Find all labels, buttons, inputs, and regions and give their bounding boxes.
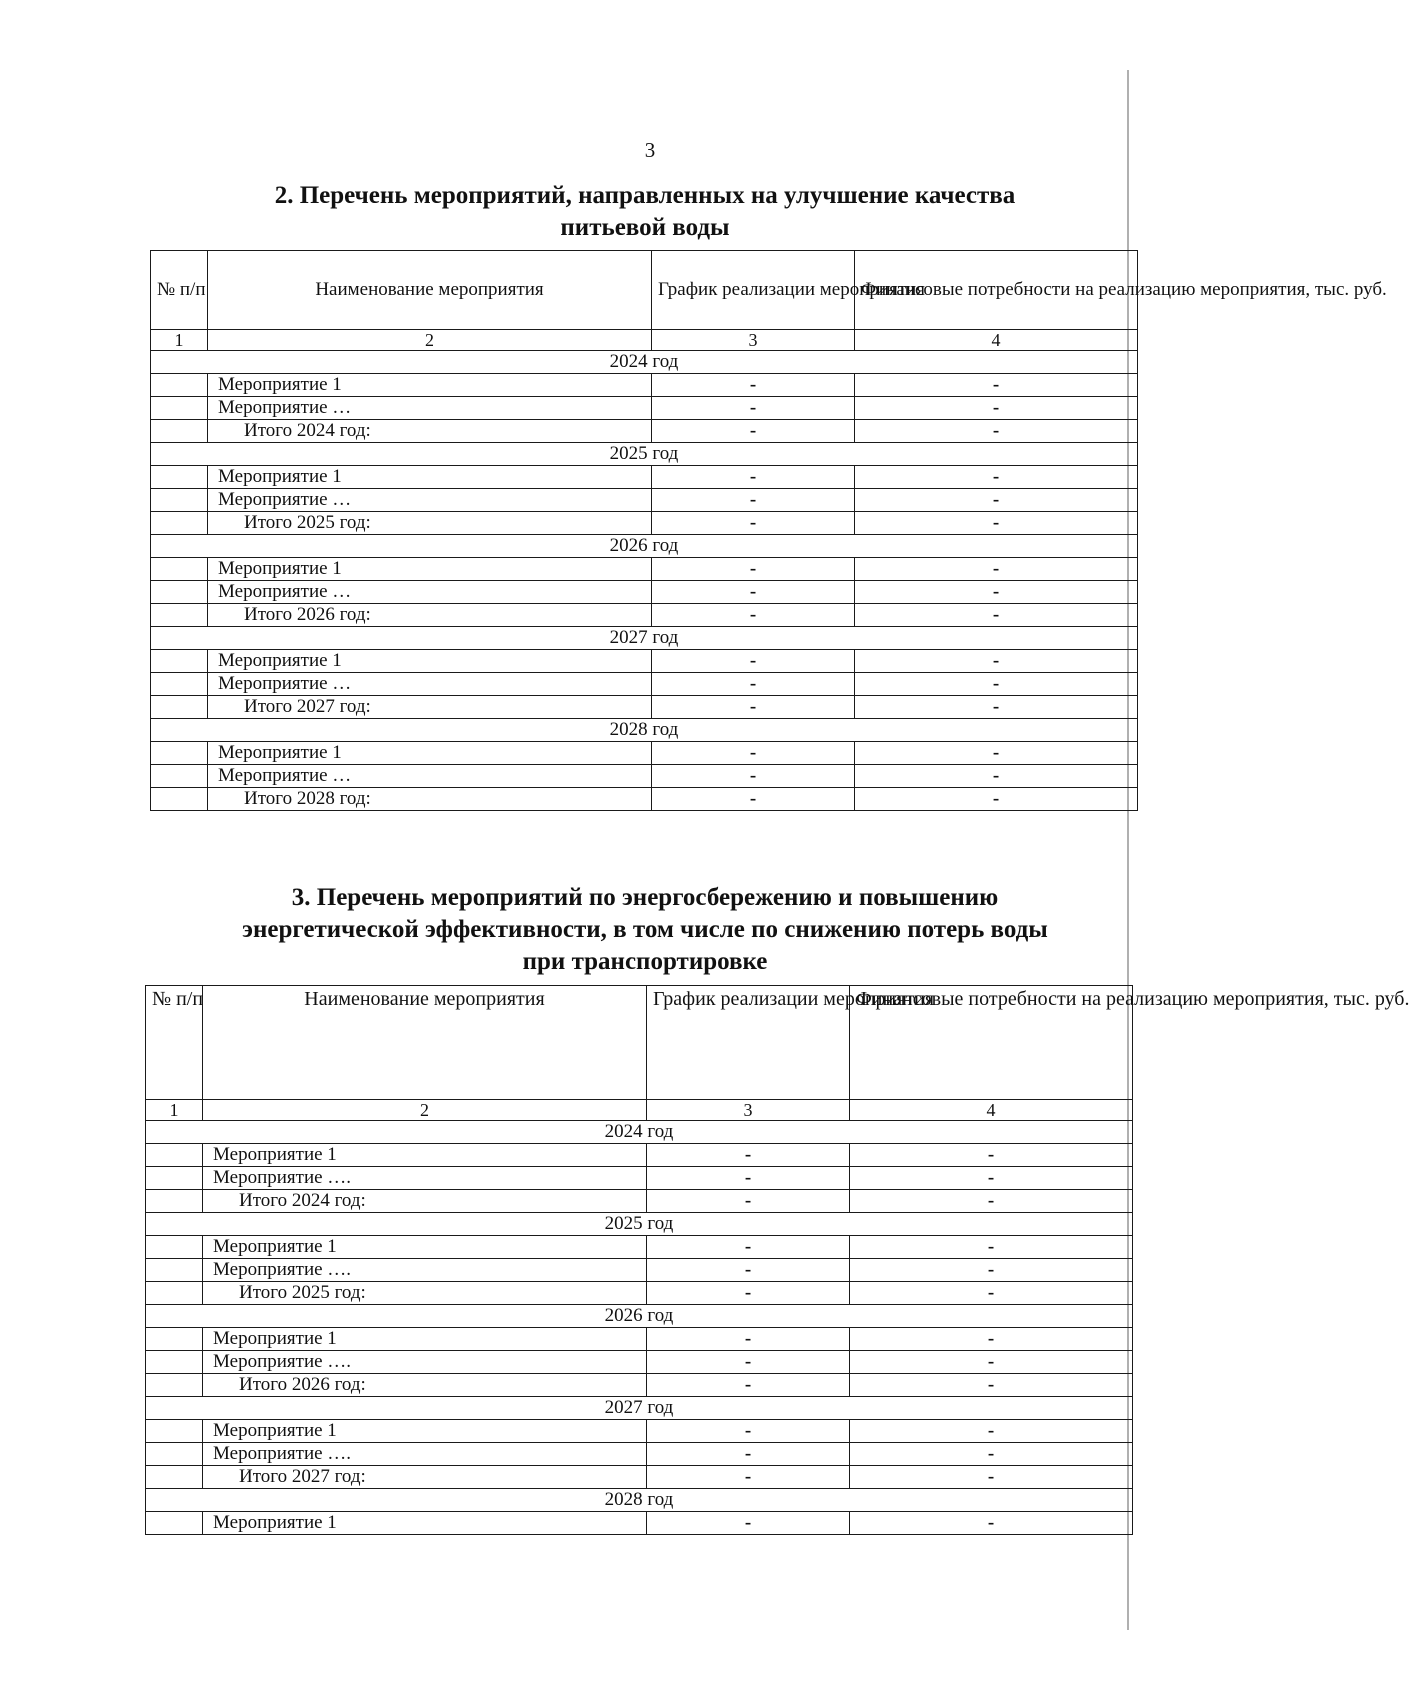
finance-cell: - <box>850 1167 1133 1190</box>
num-cell <box>151 420 208 443</box>
finance-cell: - <box>855 397 1138 420</box>
measure-name: Мероприятие … <box>208 489 652 512</box>
section-3-title-line: при транспортировке <box>522 948 768 975</box>
schedule-cell: - <box>647 1282 850 1305</box>
section-2-title-line: питьевой воды <box>560 214 730 241</box>
section-3-body <box>146 1121 1133 1535</box>
section-2-title <box>150 180 1140 244</box>
year-row <box>146 1305 1133 1328</box>
schedule-cell: - <box>652 673 855 696</box>
schedule-cell: - <box>652 420 855 443</box>
num-cell <box>146 1282 203 1305</box>
table-row <box>146 1167 1133 1190</box>
header-schedule: График реализации мероприятия <box>647 986 850 1100</box>
section-3-title <box>150 882 1140 978</box>
year-row <box>146 1489 1133 1512</box>
table-row <box>146 1351 1133 1374</box>
column-number: 4 <box>855 330 1138 351</box>
num-cell <box>151 397 208 420</box>
column-number: 2 <box>203 1100 647 1121</box>
header-name: Наименование мероприятия <box>208 251 652 330</box>
finance-cell: - <box>855 374 1138 397</box>
table-row <box>151 397 1138 420</box>
finance-cell: - <box>850 1466 1133 1489</box>
total-row <box>151 604 1138 627</box>
total-row <box>146 1466 1133 1489</box>
table-row <box>151 650 1138 673</box>
section-2-table <box>150 250 1387 811</box>
schedule-cell: - <box>652 765 855 788</box>
column-number: 1 <box>151 330 208 351</box>
measure-name: Мероприятие …. <box>203 1351 647 1374</box>
schedule-cell: - <box>652 466 855 489</box>
finance-cell: - <box>850 1282 1133 1305</box>
year-row <box>146 1121 1133 1144</box>
measure-name: Мероприятие 1 <box>203 1144 647 1167</box>
num-cell <box>151 788 208 811</box>
measure-name: Мероприятие 1 <box>208 558 652 581</box>
measure-name: Мероприятие …. <box>203 1443 647 1466</box>
num-cell <box>146 1259 203 1282</box>
finance-cell: - <box>850 1351 1133 1374</box>
year-row <box>151 351 1138 374</box>
measure-name: Мероприятие 1 <box>203 1420 647 1443</box>
column-number-row <box>151 330 1138 351</box>
table-row <box>146 1443 1133 1466</box>
finance-cell: - <box>850 1259 1133 1282</box>
year-row <box>151 535 1138 558</box>
measure-name: Итого 2026 год: <box>203 1374 647 1397</box>
measure-name: Мероприятие 1 <box>208 650 652 673</box>
year-label: 2024 год <box>146 1121 1133 1144</box>
header-num: № п/п <box>146 986 203 1100</box>
num-cell <box>146 1144 203 1167</box>
total-row <box>151 420 1138 443</box>
schedule-cell: - <box>647 1351 850 1374</box>
table-row <box>146 1236 1133 1259</box>
measure-name: Итого 2025 год: <box>208 512 652 535</box>
table-row <box>151 466 1138 489</box>
total-row <box>146 1190 1133 1213</box>
num-cell <box>151 742 208 765</box>
num-cell <box>151 696 208 719</box>
measure-name: Итого 2026 год: <box>208 604 652 627</box>
table-header-row <box>146 986 1133 1100</box>
year-label: 2026 год <box>146 1305 1133 1328</box>
measure-name: Мероприятие 1 <box>208 466 652 489</box>
schedule-cell: - <box>647 1512 850 1535</box>
num-cell <box>151 650 208 673</box>
finance-cell: - <box>855 466 1138 489</box>
finance-cell: - <box>850 1443 1133 1466</box>
num-cell <box>151 466 208 489</box>
section-3-title-line: энергетической эффективности, в том числе по снижению потерь воды <box>242 916 1048 943</box>
num-cell <box>146 1443 203 1466</box>
year-label: 2026 год <box>151 535 1138 558</box>
total-row <box>151 696 1138 719</box>
total-row <box>146 1374 1133 1397</box>
finance-cell: - <box>855 581 1138 604</box>
schedule-cell: - <box>647 1167 850 1190</box>
num-cell <box>151 581 208 604</box>
measure-name: Мероприятие 1 <box>203 1328 647 1351</box>
schedule-cell: - <box>652 788 855 811</box>
finance-cell: - <box>850 1512 1133 1535</box>
year-label: 2025 год <box>146 1213 1133 1236</box>
finance-cell: - <box>855 420 1138 443</box>
section-2-body <box>151 351 1138 811</box>
section-3-title-line: 3. Перечень мероприятий по энергосбережению и повышению <box>291 884 999 911</box>
measure-name: Итого 2025 год: <box>203 1282 647 1305</box>
table-row <box>151 581 1138 604</box>
schedule-cell: - <box>652 512 855 535</box>
table-row <box>151 765 1138 788</box>
column-number: 3 <box>647 1100 850 1121</box>
num-cell <box>146 1236 203 1259</box>
table-row <box>151 558 1138 581</box>
finance-cell: - <box>855 650 1138 673</box>
schedule-cell: - <box>652 696 855 719</box>
num-cell <box>151 558 208 581</box>
measure-name: Итого 2024 год: <box>203 1190 647 1213</box>
num-cell <box>146 1466 203 1489</box>
finance-cell: - <box>855 696 1138 719</box>
num-cell <box>151 673 208 696</box>
year-label: 2025 год <box>151 443 1138 466</box>
year-label: 2028 год <box>146 1489 1133 1512</box>
num-cell <box>146 1167 203 1190</box>
schedule-cell: - <box>647 1259 850 1282</box>
num-cell <box>151 512 208 535</box>
measure-name: Мероприятие 1 <box>208 374 652 397</box>
num-cell <box>151 765 208 788</box>
finance-cell: - <box>850 1236 1133 1259</box>
measure-name: Мероприятие … <box>208 397 652 420</box>
column-number: 4 <box>850 1100 1133 1121</box>
finance-cell: - <box>855 765 1138 788</box>
measure-name: Итого 2027 год: <box>208 696 652 719</box>
finance-cell: - <box>850 1190 1133 1213</box>
schedule-cell: - <box>652 489 855 512</box>
finance-cell: - <box>850 1328 1133 1351</box>
num-cell <box>146 1374 203 1397</box>
table-row <box>146 1259 1133 1282</box>
measure-name: Мероприятие … <box>208 765 652 788</box>
schedule-cell: - <box>647 1374 850 1397</box>
schedule-cell: - <box>647 1420 850 1443</box>
total-row <box>151 512 1138 535</box>
measure-name: Итого 2027 год: <box>203 1466 647 1489</box>
num-cell <box>151 374 208 397</box>
page-number: 3 <box>644 138 656 162</box>
schedule-cell: - <box>647 1144 850 1167</box>
section-2-title-line: 2. Перечень мероприятий, направленных на улучшение качества <box>274 182 1016 209</box>
header-name: Наименование мероприятия <box>203 986 647 1100</box>
year-row <box>151 443 1138 466</box>
header-finance: Финансовые потребности на реализацию мероприятия, тыс. руб. <box>850 986 1133 1100</box>
finance-cell: - <box>850 1144 1133 1167</box>
finance-cell: - <box>855 788 1138 811</box>
measure-name: Мероприятие …. <box>203 1259 647 1282</box>
schedule-cell: - <box>647 1236 850 1259</box>
num-cell <box>151 604 208 627</box>
finance-cell: - <box>855 489 1138 512</box>
year-row <box>151 719 1138 742</box>
finance-cell: - <box>855 558 1138 581</box>
table-row <box>151 374 1138 397</box>
year-label: 2028 год <box>151 719 1138 742</box>
schedule-cell: - <box>647 1466 850 1489</box>
finance-cell: - <box>850 1374 1133 1397</box>
table-row <box>146 1512 1133 1535</box>
column-number-row <box>146 1100 1133 1121</box>
table-row <box>146 1144 1133 1167</box>
table-header-row <box>151 251 1138 330</box>
year-label: 2027 год <box>151 627 1138 650</box>
section-3-table <box>145 985 1409 1535</box>
schedule-cell: - <box>652 742 855 765</box>
finance-cell: - <box>850 1420 1133 1443</box>
schedule-cell: - <box>647 1190 850 1213</box>
finance-cell: - <box>855 512 1138 535</box>
column-number: 3 <box>652 330 855 351</box>
total-row <box>151 788 1138 811</box>
year-label: 2027 год <box>146 1397 1133 1420</box>
finance-cell: - <box>855 742 1138 765</box>
measure-name: Мероприятие 1 <box>208 742 652 765</box>
measure-name: Итого 2028 год: <box>208 788 652 811</box>
table-row <box>151 742 1138 765</box>
year-row <box>151 627 1138 650</box>
year-label: 2024 год <box>151 351 1138 374</box>
schedule-cell: - <box>652 558 855 581</box>
header-schedule: График реализации мероприятия <box>652 251 855 330</box>
table-row <box>146 1328 1133 1351</box>
schedule-cell: - <box>652 581 855 604</box>
measure-name: Мероприятие 1 <box>203 1236 647 1259</box>
table-row <box>146 1420 1133 1443</box>
table-row <box>151 489 1138 512</box>
year-row <box>146 1397 1133 1420</box>
measure-name: Мероприятие … <box>208 673 652 696</box>
header-num: № п/п <box>151 251 208 330</box>
num-cell <box>146 1420 203 1443</box>
column-number: 2 <box>208 330 652 351</box>
schedule-cell: - <box>652 604 855 627</box>
num-cell <box>151 489 208 512</box>
year-row <box>146 1213 1133 1236</box>
total-row <box>146 1282 1133 1305</box>
table-row <box>151 673 1138 696</box>
measure-name: Мероприятие 1 <box>203 1512 647 1535</box>
schedule-cell: - <box>652 374 855 397</box>
schedule-cell: - <box>652 650 855 673</box>
column-number: 1 <box>146 1100 203 1121</box>
measure-name: Мероприятие … <box>208 581 652 604</box>
schedule-cell: - <box>647 1328 850 1351</box>
measure-name: Мероприятие …. <box>203 1167 647 1190</box>
num-cell <box>146 1512 203 1535</box>
schedule-cell: - <box>652 397 855 420</box>
measure-name: Итого 2024 год: <box>208 420 652 443</box>
header-finance: Финансовые потребности на реализацию мероприятия, тыс. руб. <box>855 251 1138 330</box>
finance-cell: - <box>855 604 1138 627</box>
schedule-cell: - <box>647 1443 850 1466</box>
num-cell <box>146 1351 203 1374</box>
num-cell <box>146 1190 203 1213</box>
num-cell <box>146 1328 203 1351</box>
finance-cell: - <box>855 673 1138 696</box>
